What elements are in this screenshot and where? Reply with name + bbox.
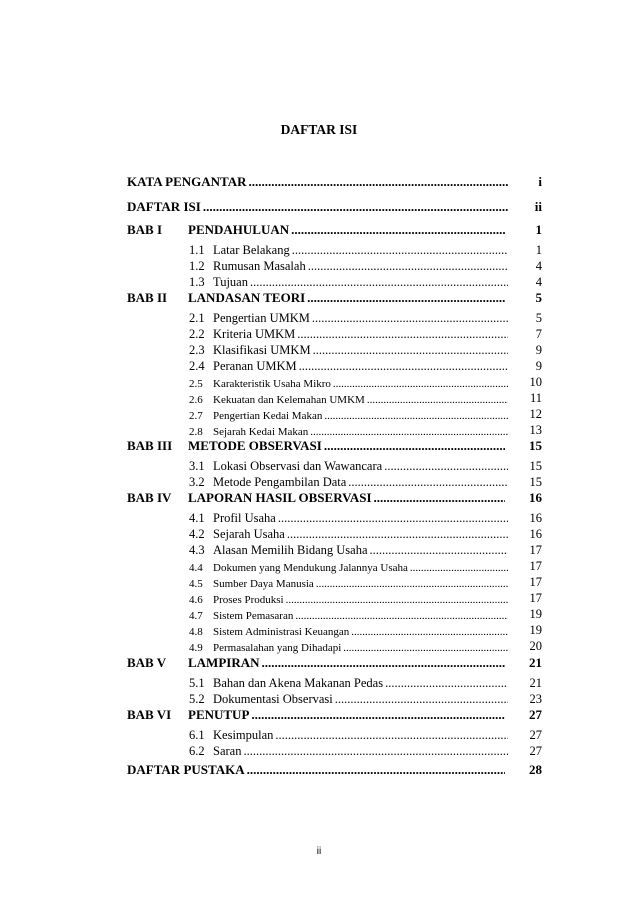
chapter-title: PENDAHULUAN (188, 222, 290, 237)
toc-section-6-1[interactable] (189, 727, 542, 743)
section-page: 23 (529, 692, 542, 706)
toc-chapter-3[interactable] (127, 438, 542, 454)
dot-leader (247, 762, 505, 778)
section-title: Sejarah Usaha (213, 527, 285, 541)
section-title: Karakteristik Usaha Mikro (213, 378, 331, 390)
toc-section-4-5[interactable] (189, 574, 542, 590)
toc-chapter-2[interactable] (127, 290, 542, 306)
toc-entry-daftar-isi[interactable] (127, 199, 542, 215)
section-number: 2.4 (189, 359, 205, 373)
section-page: 17 (529, 591, 542, 605)
section-page: 9 (535, 359, 542, 373)
section-number: 2.3 (189, 343, 205, 357)
toc-chapter-4[interactable] (127, 490, 542, 506)
section-title: Dokumentasi Observasi (213, 692, 333, 706)
section-number: 4.4 (189, 562, 203, 574)
section-page: 10 (529, 375, 542, 389)
section-title: Saran (213, 744, 242, 758)
section-title: Alasan Memilih Bidang Usaha (213, 543, 368, 557)
page-title: DAFTAR ISI (280, 122, 358, 137)
toc-section-2-4[interactable] (189, 358, 542, 374)
chapter-number: BAB V (127, 655, 167, 670)
toc-chapter-5[interactable] (127, 655, 542, 671)
dot-leader (374, 490, 505, 506)
section-number: 4.1 (189, 511, 205, 525)
dot-leader (343, 642, 508, 654)
toc-section-4-9[interactable] (189, 638, 542, 654)
dot-leader (286, 594, 508, 606)
toc-entry-page: ii (534, 199, 542, 214)
section-number: 2.5 (189, 378, 203, 390)
toc-section-1-3[interactable] (189, 274, 542, 290)
dot-leader (262, 655, 506, 671)
section-title: Proses Produksi (213, 594, 284, 606)
section-number: 4.3 (189, 543, 205, 557)
section-number: 4.5 (189, 578, 203, 590)
toc-section-4-7[interactable] (189, 606, 542, 622)
section-title: Kesimpulan (213, 728, 274, 742)
toc-section-4-2[interactable] (189, 526, 542, 542)
section-title: Kekuatan dan Kelemahan UMKM (213, 394, 365, 406)
section-page: 17 (529, 559, 542, 573)
section-title: Sistem Pemasaran (213, 610, 294, 622)
section-title: Sejarah Kedai Makan (213, 426, 309, 438)
section-number: 2.7 (189, 410, 203, 422)
dot-leader (203, 199, 508, 215)
section-number: 4.8 (189, 626, 203, 638)
section-title: Sumber Daya Manusia (213, 578, 314, 590)
toc-section-4-1[interactable] (189, 510, 542, 526)
page-number: ii (316, 846, 322, 857)
section-number: 5.1 (189, 676, 205, 690)
dot-leader (324, 438, 505, 454)
dot-leader (292, 243, 508, 258)
dot-leader (299, 359, 508, 374)
dot-leader (367, 394, 508, 406)
dot-leader (333, 378, 508, 390)
dot-leader (324, 410, 508, 422)
section-page: 27 (529, 744, 542, 758)
dot-leader (291, 222, 505, 238)
toc-entry-page: 28 (529, 762, 542, 777)
chapter-number: BAB I (127, 222, 163, 237)
section-page: 19 (529, 607, 542, 621)
chapter-title: LAPORAN HASIL OBSERVASI (188, 490, 372, 505)
section-page: 7 (535, 327, 542, 341)
dot-leader (348, 475, 508, 490)
section-page: 17 (529, 575, 542, 589)
chapter-number: BAB VI (127, 707, 172, 722)
toc-entry-kata-pengantar[interactable] (127, 174, 542, 190)
section-page: 11 (529, 391, 542, 405)
toc-entry-daftar-pustaka[interactable] (127, 762, 542, 778)
toc-section-2-8[interactable] (189, 422, 542, 438)
toc-section-3-1[interactable] (189, 458, 542, 474)
section-page: 4 (535, 259, 542, 273)
chapter-number: BAB II (127, 290, 168, 305)
section-number: 1.1 (189, 243, 205, 257)
chapter-number: BAB III (127, 438, 173, 453)
dot-leader (243, 744, 508, 759)
section-page: 15 (529, 475, 542, 489)
dot-leader (410, 562, 508, 574)
section-page: 13 (529, 423, 542, 437)
section-title: Latar Belakang (213, 243, 290, 257)
toc-section-1-1[interactable] (189, 242, 542, 258)
section-page: 9 (535, 343, 542, 357)
chapter-page: 27 (529, 707, 542, 722)
section-title: Profil Usaha (213, 511, 276, 525)
chapter-page: 16 (529, 490, 542, 505)
dot-leader (335, 692, 508, 707)
dot-leader (384, 459, 508, 474)
dot-leader (310, 426, 508, 438)
toc-section-2-5[interactable] (189, 374, 542, 390)
chapter-title: LANDASAN TEORI (188, 290, 306, 305)
section-title: Rumusan Masalah (213, 259, 306, 273)
toc-entry-page: i (538, 174, 542, 189)
section-number: 5.2 (189, 692, 205, 706)
chapter-number: BAB IV (127, 490, 172, 505)
toc-entry-title: KATA PENGANTAR (127, 174, 247, 189)
chapter-title: METODE OBSERVASI (188, 438, 322, 453)
chapter-page: 5 (535, 290, 542, 305)
toc-section-2-2[interactable] (189, 326, 542, 342)
toc-section-6-2[interactable] (189, 743, 542, 759)
section-page: 5 (535, 311, 542, 325)
dot-leader (351, 626, 508, 638)
section-title: Klasifikasi UMKM (213, 343, 311, 357)
dot-leader (295, 610, 508, 622)
section-number: 6.1 (189, 728, 205, 742)
dot-leader (316, 578, 508, 590)
section-page: 27 (529, 728, 542, 742)
chapter-title: PENUTUP (188, 707, 250, 722)
section-number: 2.6 (189, 394, 203, 406)
toc-entry-title: DAFTAR PUSTAKA (127, 762, 245, 777)
section-page: 15 (529, 459, 542, 473)
section-title: Pengertian Kedai Makan (213, 410, 323, 422)
section-title: Lokasi Observasi dan Wawancara (213, 459, 383, 473)
section-number: 3.2 (189, 475, 205, 489)
section-page: 19 (529, 623, 542, 637)
section-page: 1 (535, 243, 542, 257)
section-page: 4 (535, 275, 542, 289)
toc-chapter-6[interactable] (127, 707, 542, 723)
toc-section-4-4[interactable] (189, 558, 542, 574)
toc-section-1-2[interactable] (189, 258, 542, 274)
section-number: 6.2 (189, 744, 205, 758)
dot-leader (312, 311, 508, 326)
chapter-title: LAMPIRAN (188, 655, 260, 670)
dot-leader (308, 259, 508, 274)
section-page: 12 (529, 407, 542, 421)
toc-section-2-6[interactable] (189, 390, 542, 406)
dot-leader (287, 527, 508, 542)
dot-leader (307, 290, 505, 306)
dot-leader (385, 676, 508, 691)
toc-chapter-1[interactable] (127, 222, 542, 238)
section-page: 20 (529, 639, 542, 653)
section-title: Tujuan (213, 275, 248, 289)
section-title: Pengertian UMKM (213, 311, 310, 325)
dot-leader (297, 327, 508, 342)
section-number: 2.8 (189, 426, 203, 438)
toc-section-4-3[interactable] (189, 542, 542, 558)
section-number: 4.6 (189, 594, 203, 606)
dot-leader (370, 543, 509, 558)
section-title: Permasalahan yang Dihadapi (213, 642, 342, 654)
section-title: Peranan UMKM (213, 359, 297, 373)
dot-leader (278, 511, 508, 526)
dot-leader (250, 275, 508, 290)
toc-section-5-2[interactable] (189, 691, 542, 707)
section-number: 4.2 (189, 527, 205, 541)
section-title: Dokumen yang Mendukung Jalannya Usaha (213, 562, 408, 574)
dot-leader (275, 728, 508, 743)
toc-section-3-2[interactable] (189, 474, 542, 490)
section-number: 1.3 (189, 275, 205, 289)
section-title: Bahan dan Akena Makanan Pedas (213, 676, 384, 690)
dot-leader (313, 343, 508, 358)
toc-section-2-1[interactable] (189, 310, 542, 326)
dot-leader (251, 707, 505, 723)
chapter-page: 15 (529, 438, 542, 453)
toc-section-2-3[interactable] (189, 342, 542, 358)
toc-section-5-1[interactable] (189, 675, 542, 691)
chapter-page: 1 (535, 222, 542, 237)
toc-section-4-6[interactable] (189, 590, 542, 606)
section-number: 2.2 (189, 327, 205, 341)
section-title: Sistem Administrasi Keuangan (213, 626, 350, 638)
section-page: 16 (529, 511, 542, 525)
dot-leader (249, 174, 508, 190)
section-title: Metode Pengambilan Data (213, 475, 347, 489)
section-page: 21 (529, 676, 542, 690)
chapter-page: 21 (529, 655, 542, 670)
toc-entry-title: DAFTAR ISI (127, 199, 201, 214)
toc-section-4-8[interactable] (189, 622, 542, 638)
section-title: Kriteria UMKM (213, 327, 296, 341)
section-number: 1.2 (189, 259, 205, 273)
section-page: 17 (529, 543, 542, 557)
section-page: 16 (529, 527, 542, 541)
section-number: 2.1 (189, 311, 205, 325)
toc-section-2-7[interactable] (189, 406, 542, 422)
section-number: 3.1 (189, 459, 205, 473)
section-number: 4.9 (189, 642, 203, 654)
section-number: 4.7 (189, 610, 203, 622)
